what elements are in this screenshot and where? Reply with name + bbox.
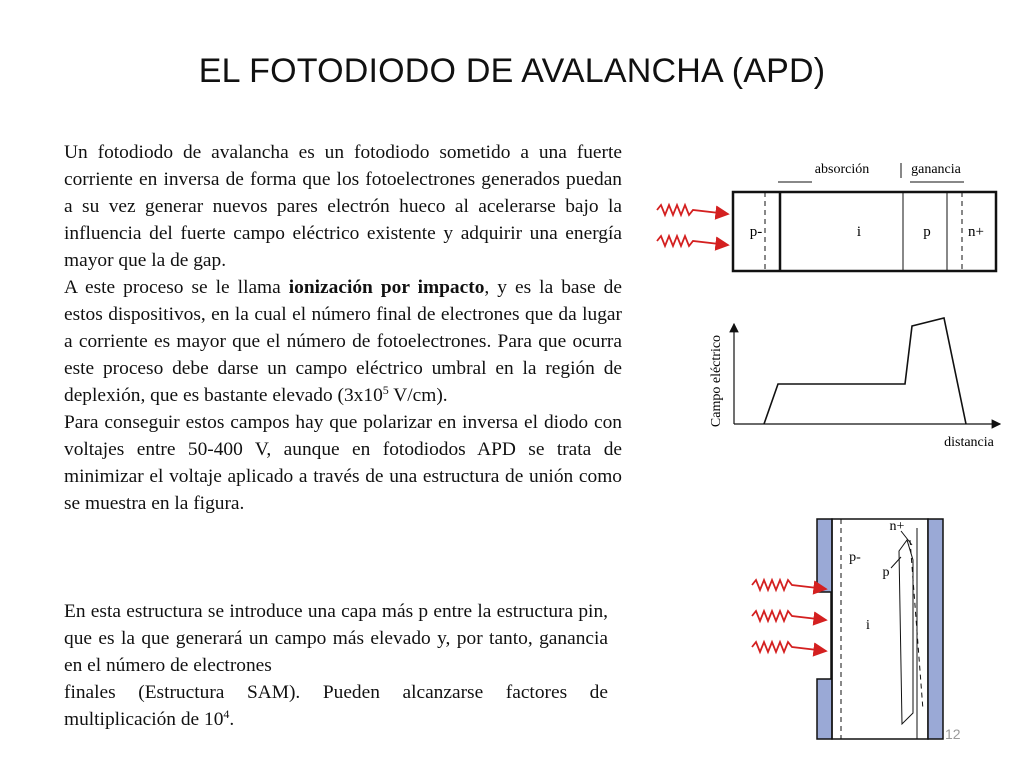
exponent: 5: [382, 383, 389, 397]
device-body: [832, 519, 928, 739]
light-wave-icon: [752, 642, 826, 652]
line2-end: .: [229, 709, 235, 730]
bold-term: ionización por impacto: [288, 277, 485, 298]
y-axis-label: Campo eléctrico: [709, 334, 724, 428]
line2-pre: finales (Estructura SAM). Pueden alcanzarse factores de multiplicación de 10: [64, 682, 608, 730]
field-curve: [764, 318, 966, 424]
layer-p-minus-label: p-: [749, 224, 763, 240]
left-contact: [817, 519, 832, 739]
slide-title: EL FOTODIODO DE AVALANCHA (APD): [198, 52, 826, 90]
i-label: i: [866, 618, 870, 633]
light-wave-icon: [752, 611, 826, 621]
layer-structure-diagram: [657, 162, 996, 271]
right-contact: [928, 519, 943, 739]
paragraph-main-part-c: Para conseguir estos campos hay que polarizar en inversa el diodo con voltajes entre 50-400 V, aunque en fotodiodos APD se trata de minimizar el voltaje aplicado a través de una estructura de unión como se muestra en la figura.: [64, 412, 622, 514]
field-profile-diagram: [709, 318, 1000, 450]
paragraph-main-part-a: Un fotodiodo de avalancha es un fotodiodo sometido a una fuerte corriente en inversa de forma que los fotoelectrones generados puedan a su vez generar nuevos pares electrón hueco al acelerarse bajo la influencia del fuerte campo eléctrico existente y adquirir una energía mayor que la de gap.: [64, 142, 622, 271]
layer-n-plus-label: n+: [968, 224, 984, 240]
layer-i-label: i: [856, 224, 862, 240]
page-number: 12: [945, 726, 961, 742]
device-outline: [733, 192, 996, 271]
p-layer-outline: [899, 540, 913, 724]
layer-p-label: p: [923, 224, 931, 240]
text-b-post: , y es la base de estos dispositivos, en la cual el número final de electrones que da lugar a corriente es mayor que el número de fotoelectrones. Para que ocurra este proceso debe darse un campo eléctrico umbral en la región de deplexión, que es bastante elevado (3x10: [64, 277, 622, 406]
text-b-pre: A este proceso se le llama: [64, 277, 289, 298]
x-axis-label: distancia: [944, 435, 994, 450]
n-plus-label: n+: [889, 519, 905, 534]
text-b-end: V/cm).: [388, 385, 448, 406]
paragraph-sam-line1: En esta estructura se introduce una capa más p entre la estructura pin, que es la que generará un campo más elevado y, por tanto, ganancia en el número de electrones: [64, 601, 608, 676]
p-minus-label: p-: [849, 550, 861, 565]
light-wave-icon: [657, 205, 728, 215]
light-wave-icon: [657, 236, 728, 246]
ganancia-label: ganancia: [911, 162, 961, 177]
p-label: p: [882, 565, 890, 580]
light-wave-icon: [752, 580, 826, 590]
exponent: 4: [223, 707, 230, 721]
absorcion-label: absorción: [814, 162, 870, 177]
sam-structure-diagram: [752, 519, 943, 739]
